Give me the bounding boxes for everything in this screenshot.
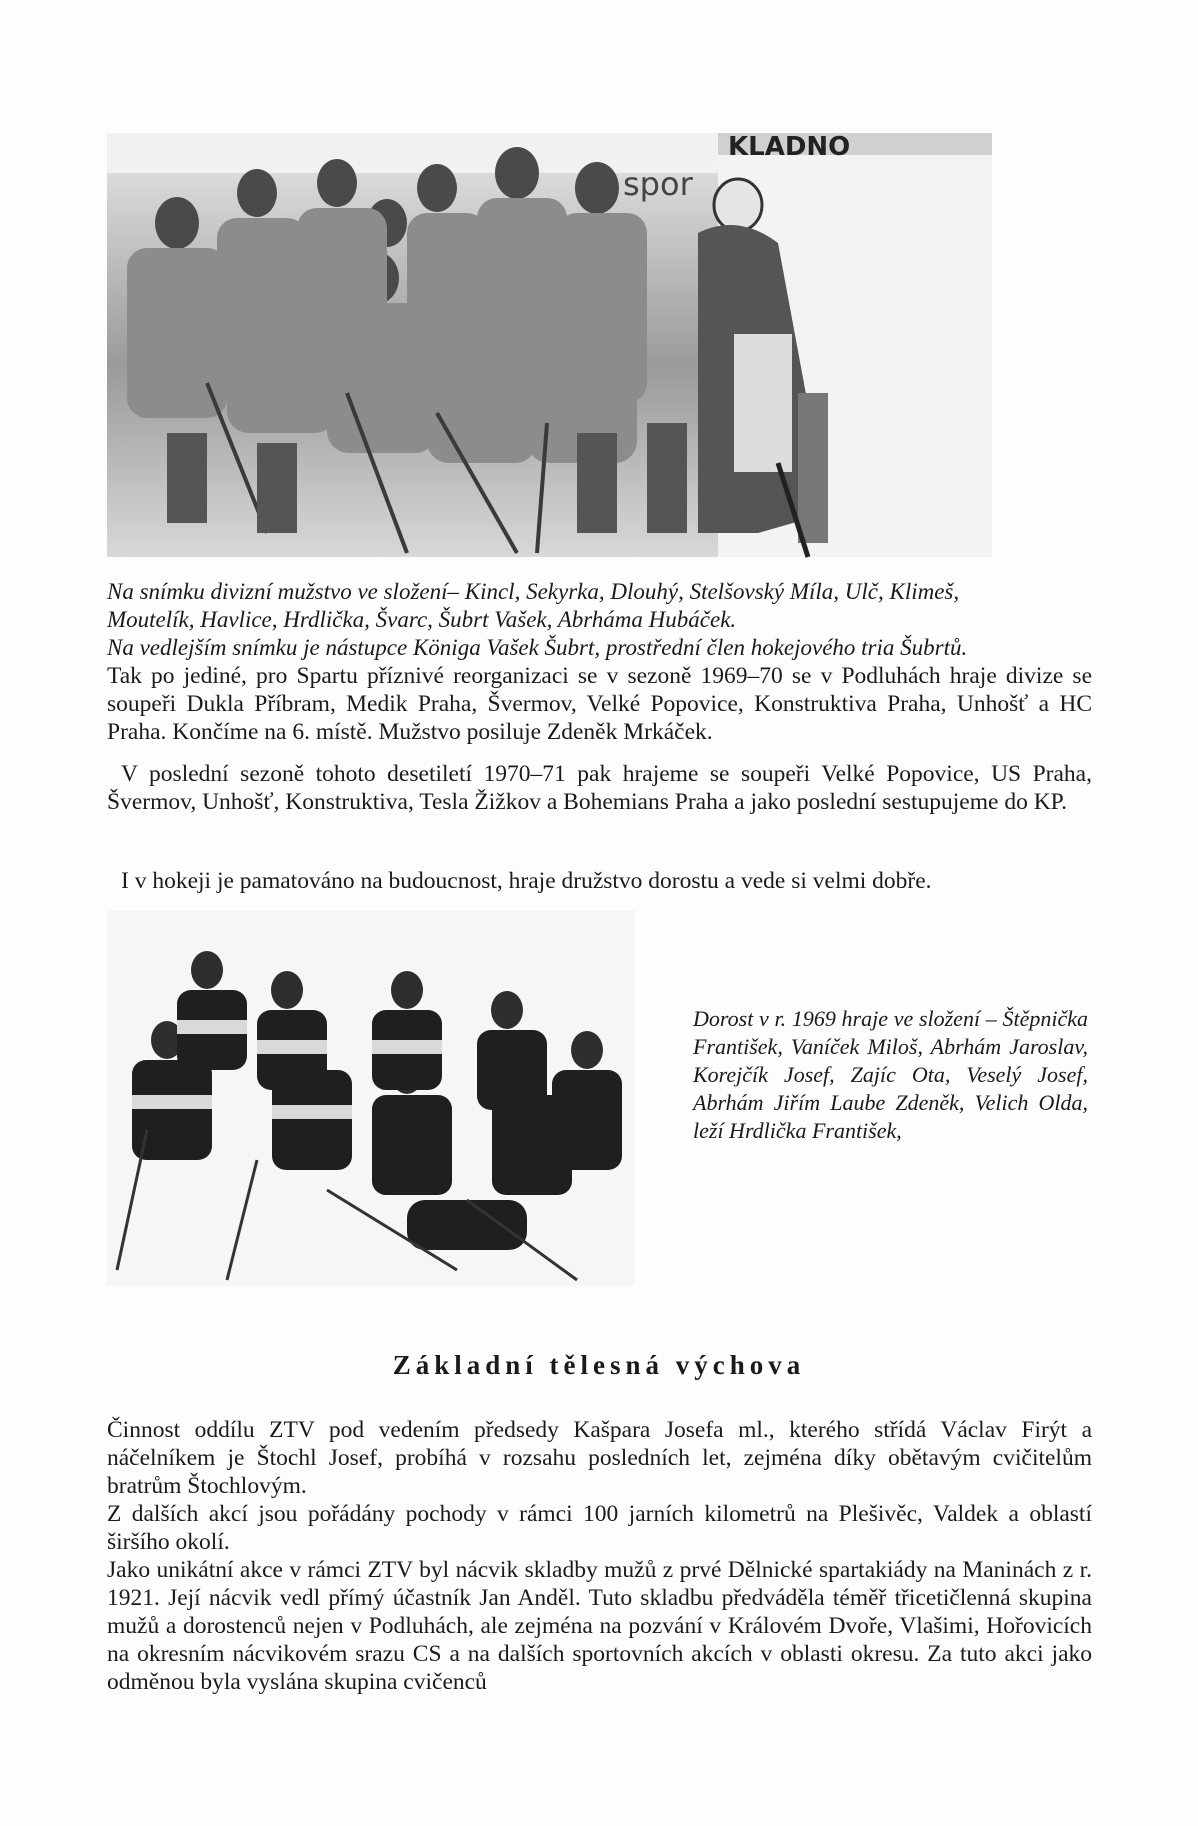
team-caption-line-2: Moutelík, Havlice, Hrdlička, Švarc, Šubrt Vašek, Abrháma Hubáček.	[107, 607, 737, 632]
section-heading-ztv: Základní tělesná výchova	[392, 1350, 806, 1380]
paragraph-ztv-1: Činnost oddílu ZTV pod vedením předsedy Kašpara Josefa ml., kterého střídá Václav Firýt a náčelníkem je Štochl Josef, probíhá v rozsahu posledních let, zejména díky obětavým cvičitelům bratrům Štochlovým.	[107, 1417, 1092, 1499]
paragraph-youth: I v hokeji je pamatováno na budoucnost, hraje družstvo dorostu a vede si velmi dobře.	[121, 868, 932, 894]
youth-team-photo-image	[107, 910, 635, 1286]
paragraph-1970: V poslední sezoně tohoto desetiletí 1970–71 pak hrajeme se soupeři Velké Popovice, US Praha, Švermov, Unhošť, Konstruktiva, Tesla Žižkov a Bohemians Praha a jako poslední sestupujeme do KP.	[107, 761, 1092, 815]
paragraph-1969: Tak po jediné, pro Spartu příznivé reorganizaci se v sezoně 1969–70 se v Podluhách hraje divize se soupeři Dukla Příbram, Medik Praha, Švermov, Velké Popovice, Konstruktiva Praha, Unhošť a HC Praha. Končíme na 6. místě. Mužstvo posiluje Zdeněk Mrkáček.	[107, 663, 1092, 745]
youth-caption: Dorost v r. 1969 hraje ve složení – Štěpnička František, Vaníček Miloš, Abrhám Jaroslav, Korejčík Josef, Zajíc Ota, Veselý Josef, Abrhám Jiřím Laube Zdeněk, Velich Olda, leží Hrdlička František,	[693, 1006, 1088, 1143]
paragraph-ztv-3: Jako unikátní akce v rámci ZTV byl nácvik skladby mužů z prvé Dělnické spartakiády na Maninách z r. 1921. Její nácvik vedl přímý účastník Jan Anděl. Tuto skladbu předváděla téměř třicetičlenná skupina mužů a dorostenců nejen v Podluhách, ale zejména na pozvání v Královém Dvoře, Vlašimi, Hořovicích na okresním nácvikovém srazu CS a na dalších sportovních akcích v oblasti okresu. Za tuto akci jako odměnou byla vyslána skupina cvičenců	[107, 1557, 1092, 1695]
kladno-sign: KLADNO	[728, 132, 851, 162]
team-caption-line-1: Na snímku divizní mužstvo ve složení– Kincl, Sekyrka, Dlouhý, Stelšovský Míla, Ulč, Klimeš,	[107, 579, 960, 604]
paragraph-ztv-2: Z dalších akcí jsou pořádány pochody v rámci 100 jarních kilometrů na Plešivěc, Valdek a oblastí širšího okolí.	[107, 1501, 1092, 1555]
team-caption-line-3: Na vedlejším snímku je nástupce Königa Vašek Šubrt, prostřední člen hokejového tria Šubrtů.	[107, 635, 968, 660]
goalie-photo-image	[623, 132, 992, 557]
goalie-photo	[623, 132, 992, 557]
sport-sign: spor	[623, 165, 693, 203]
youth-team-photo	[107, 910, 635, 1286]
